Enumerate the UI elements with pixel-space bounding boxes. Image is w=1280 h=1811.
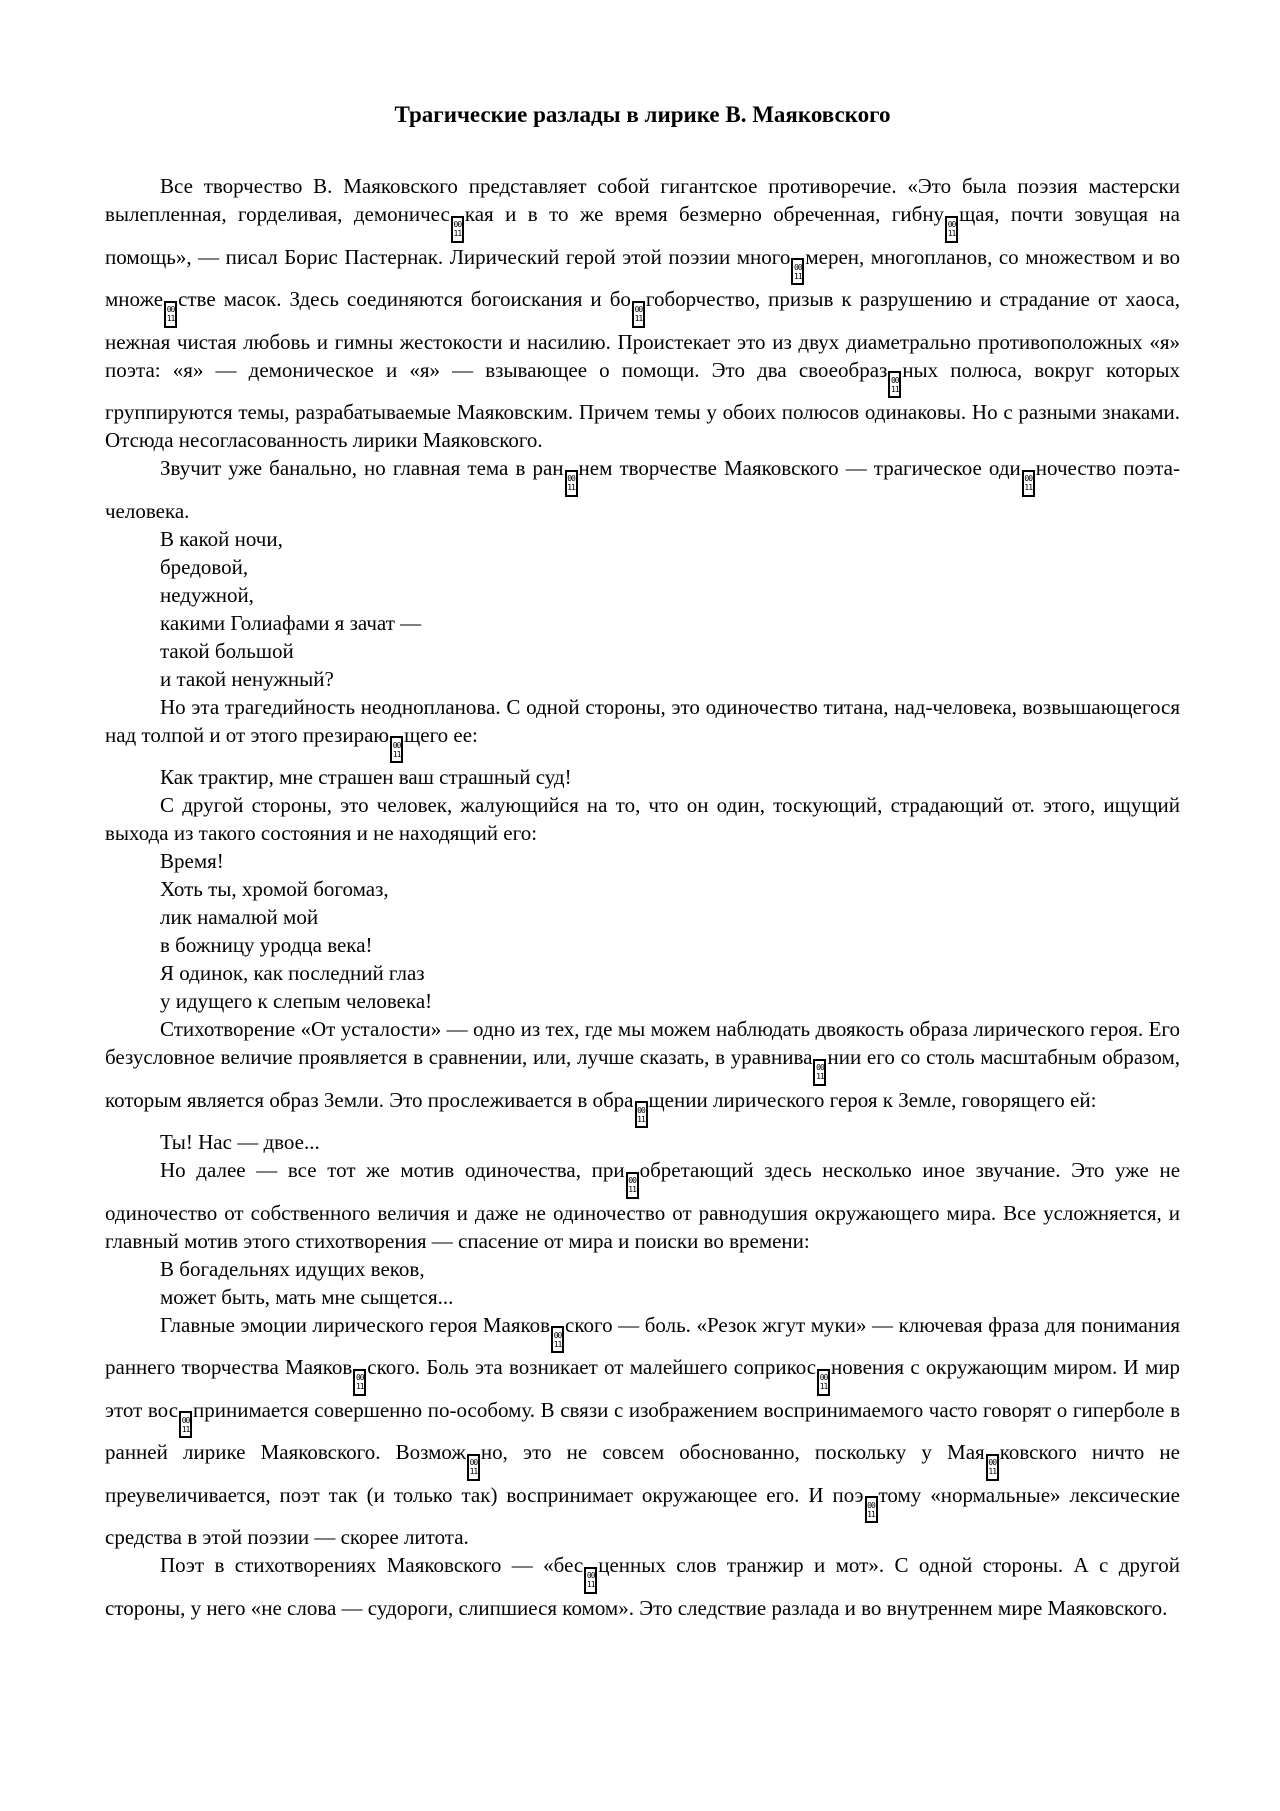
document-title: Трагические разлады в лирике В. Маяковского [394,102,891,127]
verse-line: у идущего к слепым человека! [160,989,433,1013]
missing-glyph-box: 00 11 [551,1326,564,1353]
paragraph: Но далее — все тот же мотив одиночества, при 00 11 обретающий здесь несколько иное звучание. Это уже не одиночество от собственного величия и даже не одиночество от равнодушия окружающего мира. Все усложняется, и главный мотив этого стихотворения — спасение от мира и поиски во времени: [105,1158,1181,1253]
missing-glyph-box: 00 11 [179,1411,192,1438]
missing-glyph-box: 00 11 [353,1369,366,1396]
missing-glyph-box: 00 11 [164,301,177,328]
missing-glyph-box: 00 11 [565,470,578,497]
missing-glyph-box: 00 11 [632,301,645,328]
verse-line: Время! [160,849,224,873]
missing-glyph-box: 00 11 [791,258,804,285]
document-body [105,172,1180,1622]
missing-glyph-box: 00 11 [626,1172,639,1199]
verse-line: может быть, мать мне сыщется... [160,1284,454,1309]
verse-line: Ты! Нас — двое... [160,1130,320,1154]
verse-line: и такой ненужный? [160,666,334,691]
missing-glyph-box: 00 11 [584,1567,597,1594]
verse-line: В какой ночи, [160,526,283,551]
paragraph: Звучит уже банально, но главная тема в ран 00 11 нем творчестве Маяковского — трагическое оди 00 11 ночество поэта-человека. [105,456,1180,523]
paragraph: Поэт в стихотворениях Маяковского — «бес 00 11 ценных слов транжир и мот». С одной стороны. А с другой стороны, у него «не слова — судороги, слипшиеся комом». Это следствие разлада и во внутреннем мире Маяковского. [105,1553,1180,1620]
paragraph: Стихотворение «От усталости» — одно из тех, где мы можем наблюдать двоякость образа лирического героя. Его безусловное величие проявляется в сравнении, или, лучше сказать, в уравнива 00 11 нии его со столь масштабным образом, которым является образ Земли. Это прослеживается в обра 00 11 щении лирического героя к Земле, говорящего ей: [105,1015,1180,1128]
missing-glyph-box: 00 11 [813,1059,826,1086]
verse-line: Я одинок, как последний глаз [160,961,425,985]
missing-glyph-box: 00 11 [451,216,464,243]
missing-glyph-box: 00 11 [986,1454,999,1481]
paragraph: С другой стороны, это человек, жалующийся на то, что он один, тоскующий, страдающий от. этого, ищущий выхода из такого состояния и не находящий его: [105,793,1180,845]
missing-glyph-box: 00 11 [817,1369,830,1396]
verse-line: Как трактир, мне страшен ваш страшный суд! [160,765,572,789]
paragraph: Но эта трагедийность неоднопланова. С одной стороны, это одиночество титана, над-человека, возвышающегося над толпой и от этого презираю 00 11 щего ее: [105,693,1180,764]
missing-glyph-box: 00 11 [888,371,901,398]
verse-line: такой большой [160,638,294,663]
missing-glyph-box: 00 11 [390,736,403,763]
verse-line: недужной, [160,582,254,607]
verse-line: какими Голиафами я зачат — [160,610,422,635]
missing-glyph-box: 00 11 [635,1101,648,1128]
paragraph: Главные эмоции лирического героя Маяков 00 11 ского — боль. «Резок жгут муки» — ключевая фраза для понимания раннего творчества Маяков 00 11 ского. Боль эта возникает от малейшего соприкос 00 11 новения с окружающим миром. И мир этот вос 00 11 принимается совершенно по-особому. В связи с изображением воспринимаемого часто говорят о гиперболе в ранней лирике Маяковского. Возмож 00 11 но, это не совсем обоснованно, поскольку у Мая 00 11 ковского ничто не преувеличивается, поэт так (и только так) воспринимает окружающее его. И поэ 00 11 тому «нормальные» лексические средства в этой поэзии — скорее литота. [105,1312,1180,1549]
missing-glyph-box: 00 11 [1022,470,1035,497]
verse-line: В богадельнях идущих веков, [160,1256,425,1281]
verse-line: лик намалюй мой [160,905,319,929]
verse-line: в божницу уродца века! [160,933,373,957]
verse-line: бредовой, [160,554,249,579]
missing-glyph-box: 00 11 [865,1496,878,1523]
missing-glyph-box: 00 11 [467,1454,480,1481]
missing-glyph-box: 00 11 [945,216,958,243]
verse-line: Хоть ты, хромой богомаз, [160,877,389,901]
paragraph: Все творчество В. Маяковского представляет собой гигантское противоречие. «Это была поэзия мастерски вылепленная, горделивая, демоничес 00 11 кая и в то же время безмерно обреченная, гибну 00 11 щая, почти зовущая на помощь», — писал Борис Пастернак. Лирический герой этой поэзии много 00 11 мерен, многопланов, со множеством и во множе 00 11 стве масок. Здесь соединяются богоискания и бо 00 11 гоборчество, призыв к разрушению и страдание от хаоса, нежная чистая любовь и гимны жестокости и насилию. Проистекает это из двух диаметрально противоположных «я» поэта: «я» — демоническое и «я» — взывающее о помощи. Это два своеобраз 00 11 ных полюса, вокруг которых группируются темы, разрабатываемые Маяковским. Причем темы у обоих полюсов одинаковы. Но с разными знаками. Отсюда несогласованность лирики Маяковского. [105,174,1181,452]
